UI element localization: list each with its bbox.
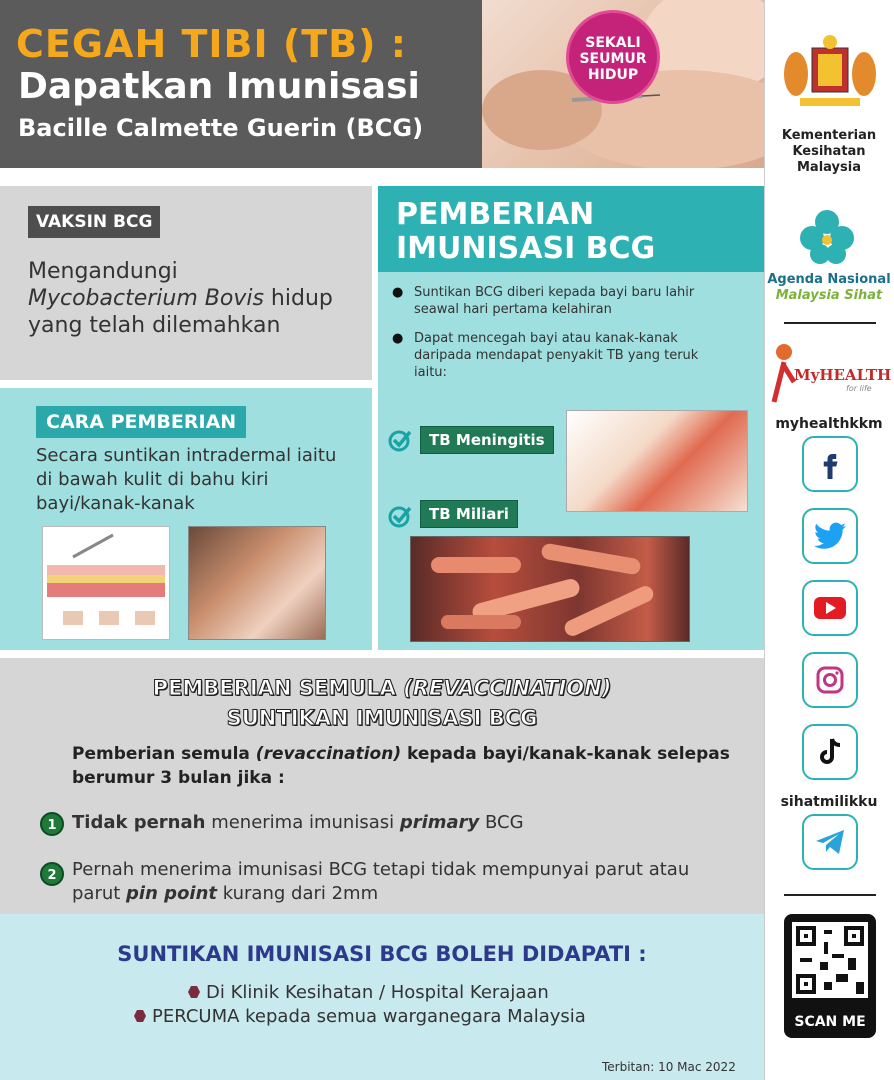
ministry-line-3: Malaysia <box>797 160 861 175</box>
criterion-1-rest: menerima imunisasi <box>205 812 400 833</box>
badge-line-3: HIDUP <box>587 67 639 83</box>
revaccination-title-a: PEMBERIAN SEMULA <box>152 676 404 700</box>
check-icon <box>388 504 412 528</box>
availability-title: SUNTIKAN IMUNISASI BCG BOLEH DIDAPATI : <box>117 942 647 966</box>
vaksin-line-1: Mengandungi <box>28 259 178 284</box>
hexagon-bullet-icon <box>134 1010 146 1022</box>
once-in-lifetime-badge <box>566 10 660 104</box>
pemberian-title <box>396 198 655 266</box>
hibiscus-logo <box>794 202 860 268</box>
vaksin-tag: VAKSIN BCG <box>28 206 160 238</box>
vaksin-organism: Mycobacterium Bovis <box>28 286 264 311</box>
availability-item-1 <box>188 982 549 1003</box>
pemberian-bullet-1 <box>396 284 736 318</box>
myhealth-tagline: for life <box>846 384 872 393</box>
facebook-button[interactable] <box>802 436 858 492</box>
vaksin-description <box>28 258 348 339</box>
malaysia-sihat-label: Malaysia Sihat <box>775 288 883 303</box>
twitter-icon <box>814 522 846 550</box>
number-badge-2: 2 <box>40 862 64 886</box>
twitter-button[interactable] <box>802 508 858 564</box>
myhealth-logo: MyHEALTH <box>794 366 892 384</box>
sihatmilikku-handle: sihatmilikku <box>780 794 878 810</box>
youtube-icon <box>813 595 847 621</box>
agenda-nasional-label: Agenda Nasional <box>767 272 891 287</box>
criterion-1 <box>72 812 524 833</box>
instagram-button[interactable] <box>802 652 858 708</box>
availability-item-2 <box>134 1006 586 1027</box>
criterion-2-italic: pin point <box>126 883 218 904</box>
pemberian-bullet-1-text: ● Suntikan BCG diberi kepada bayi baru lahir seawal hari pertama kelahiran <box>414 285 695 317</box>
malaysia-coat-of-arms-logo <box>782 34 878 114</box>
telegram-button[interactable] <box>802 814 858 870</box>
ministry-line-2: Kesihatan <box>792 144 866 159</box>
tb-miliari-tag: TB Miliari <box>420 500 518 528</box>
page-title: CEGAH TIBI (TB) : <box>16 22 407 66</box>
revaccination-desc-a: Pemberian semula <box>72 744 256 764</box>
badge-line-1: SEKALI <box>585 35 641 51</box>
revaccination-description <box>72 742 732 790</box>
scan-me-label: SCAN ME <box>794 1014 866 1030</box>
criterion-1-end: BCG <box>479 812 524 833</box>
facebook-icon <box>815 449 845 479</box>
qr-code-icon <box>792 922 868 998</box>
intradermal-diagram-illustration <box>43 527 169 639</box>
revaccination-desc-c: kepada bayi/kanak-kanak selepas berumur 3 bulan jika : <box>72 744 730 788</box>
availability-item-1-text: Di Klinik Kesihatan / Hospital Kerajaan <box>206 982 549 1003</box>
page-subtitle-2: Bacille Calmette Guerin (BCG) <box>18 114 424 142</box>
criterion-2-a: Pernah menerima imunisasi BCG tetapi tidak mempunyai parut atau parut <box>72 859 690 904</box>
badge-line-2: SEUMUR <box>579 51 647 67</box>
tiktok-icon <box>815 736 845 768</box>
cara-tag: CARA PEMBERIAN <box>36 406 246 438</box>
pemberian-bullet-2-text: ● Dapat mencegah bayi atau kanak-kanak daripada mendapat penyakit TB yang teruk iaitu: <box>414 331 699 380</box>
revaccination-title-b: (REVACCINATION) <box>403 676 612 700</box>
publication-date: Terbitan: 10 Mac 2022 <box>602 1060 736 1074</box>
number-badge-1: 1 <box>40 812 64 836</box>
availability-item-2-text: PERCUMA kepada semua warganegara Malaysia <box>152 1006 586 1027</box>
tb-meningitis-tag: TB Meningitis <box>420 426 554 454</box>
pemberian-bullet-2 <box>396 330 726 381</box>
hexagon-bullet-icon <box>188 986 200 998</box>
ministry-line-1: Kementerian <box>781 128 877 143</box>
injection-photo <box>188 526 326 640</box>
revaccination-title-2: SUNTIKAN IMUNISASI BCG <box>226 706 538 730</box>
criterion-1-bold: Tidak pernah <box>72 812 206 833</box>
divider <box>784 322 876 324</box>
revaccination-title <box>0 676 764 700</box>
bacteria-image <box>410 536 690 642</box>
tiktok-button[interactable] <box>802 724 858 780</box>
check-icon <box>388 428 412 452</box>
criterion-1-italic: primary <box>399 812 480 833</box>
qr-code <box>792 922 868 998</box>
telegram-icon <box>814 828 846 856</box>
instagram-icon <box>815 665 845 695</box>
page-subtitle: Dapatkan Imunisasi <box>18 66 420 107</box>
revaccination-desc-b: (revaccination) <box>255 744 402 764</box>
cara-description: Secara suntikan intradermal iaitu di bawah kulit di bahu kiri bayi/kanak-kanak <box>36 445 337 514</box>
vaksin-line-3: yang telah dilemahkan <box>28 313 281 338</box>
tb-meningitis-image <box>566 410 748 512</box>
criterion-2-b: kurang dari 2mm <box>217 883 379 904</box>
ministry-name <box>764 128 894 176</box>
pemberian-title-1: PEMBERIAN <box>396 197 595 232</box>
youtube-button[interactable] <box>802 580 858 636</box>
pemberian-title-2: IMUNISASI BCG <box>396 231 656 266</box>
intradermal-diagram <box>42 526 170 640</box>
criterion-2 <box>72 858 712 906</box>
bacteria-illustration <box>411 537 689 641</box>
vaksin-line-2: hidup <box>263 286 333 311</box>
myhealthkkm-handle: myhealthkkm <box>775 416 883 432</box>
divider <box>784 894 876 896</box>
